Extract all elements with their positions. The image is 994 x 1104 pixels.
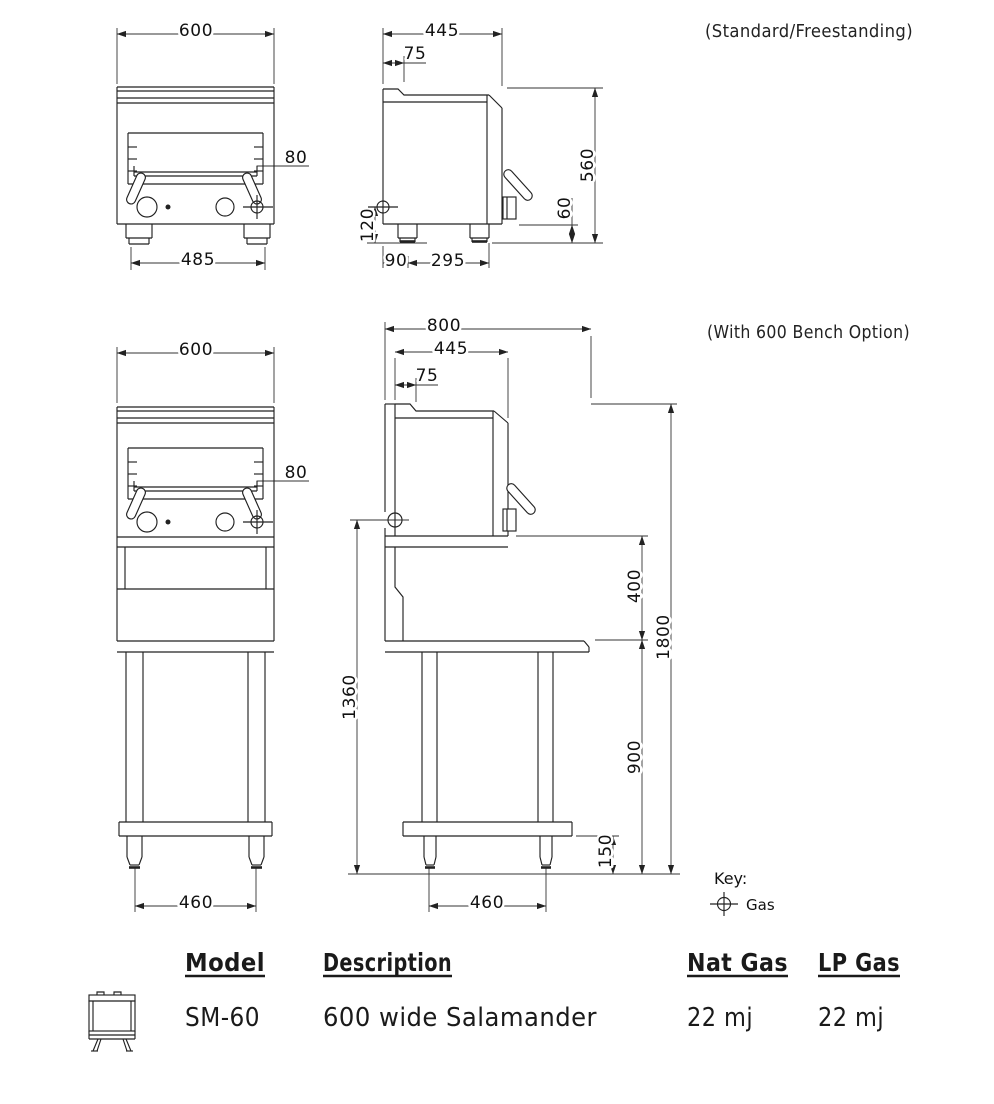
grill-shelf [134, 481, 257, 491]
table-row [185, 1003, 884, 1033]
dim-leg-span: 460 [469, 893, 505, 913]
grill-handle-right [241, 487, 263, 521]
dim-foot-span: 485 [180, 250, 216, 270]
header-model: Model [185, 948, 265, 977]
dimension-lines [358, 21, 603, 271]
dim-leg-span: 460 [178, 893, 214, 913]
feet [398, 224, 489, 242]
feet [127, 836, 264, 868]
cell-description: 600 wide Salamander [323, 1003, 597, 1033]
dim-gas-height: 120 [358, 207, 378, 243]
grill-handle-right [241, 172, 263, 206]
control-knob [216, 513, 234, 531]
dim-foot-span: 295 [430, 251, 466, 271]
dim-back-offset: 75 [415, 366, 439, 386]
dim-back-offset: 75 [403, 44, 427, 64]
view-side-standard [358, 21, 913, 271]
header-lp-gas: LP Gas [818, 948, 900, 977]
dim-splash-height: 400 [625, 568, 645, 604]
dim-depth: 445 [424, 21, 460, 41]
dimension-lines [340, 316, 680, 913]
unit-body [368, 89, 534, 242]
view-side-bench [340, 316, 910, 913]
control-knob [137, 197, 157, 217]
grill-shelf [134, 166, 257, 176]
product-thumbnail-icon [89, 992, 135, 1051]
view-title-standard: (Standard/Freestanding) [705, 22, 913, 42]
header-description: Description [323, 948, 452, 977]
bench-stand [117, 641, 274, 868]
feet [424, 836, 552, 868]
key-title: Key: [714, 869, 748, 888]
dim-overall-depth: 800 [426, 316, 462, 336]
dim-inlet-height: 60 [555, 196, 575, 220]
dim-overall-height: 1800 [654, 614, 674, 660]
dimension-lines [117, 340, 309, 913]
back-support-column [395, 547, 403, 641]
unit-body [117, 87, 274, 244]
key-legend [710, 869, 775, 916]
control-knob [216, 198, 234, 216]
dimension-lines [117, 21, 309, 270]
view-front-standard [117, 21, 309, 270]
dim-width: 600 [178, 340, 214, 360]
key-gas-label: Gas [746, 896, 775, 914]
dim-shelf-height: 150 [596, 833, 616, 869]
bench-stand [385, 641, 589, 868]
dim-grill-height: 80 [284, 463, 308, 483]
header-nat-gas: Nat Gas [687, 948, 788, 977]
cell-nat-gas: 22 mj [687, 1003, 753, 1033]
dim-depth: 445 [433, 339, 469, 359]
dim-bench-height: 900 [625, 739, 645, 775]
pilot-dot [166, 520, 171, 525]
view-title-bench: (With 600 Bench Option) [707, 323, 910, 343]
view-front-bench [117, 340, 309, 913]
gas-inlet-knob [503, 509, 516, 531]
dim-gas-height: 1360 [340, 674, 360, 720]
unit-body [385, 404, 537, 641]
cell-model: SM-60 [185, 1003, 260, 1033]
gas-key-icon [710, 892, 738, 916]
spec-table [89, 948, 900, 1051]
dim-grill-height: 80 [284, 148, 308, 168]
dim-height: 560 [578, 147, 598, 183]
gas-inlet-knob [503, 197, 516, 219]
feet [126, 224, 270, 244]
dim-back-clearance: 90 [384, 251, 408, 271]
control-knob [137, 512, 157, 532]
unit-body [117, 407, 274, 641]
dim-width: 600 [178, 21, 214, 41]
pilot-dot [166, 205, 171, 210]
cell-lp-gas: 22 mj [818, 1003, 884, 1033]
